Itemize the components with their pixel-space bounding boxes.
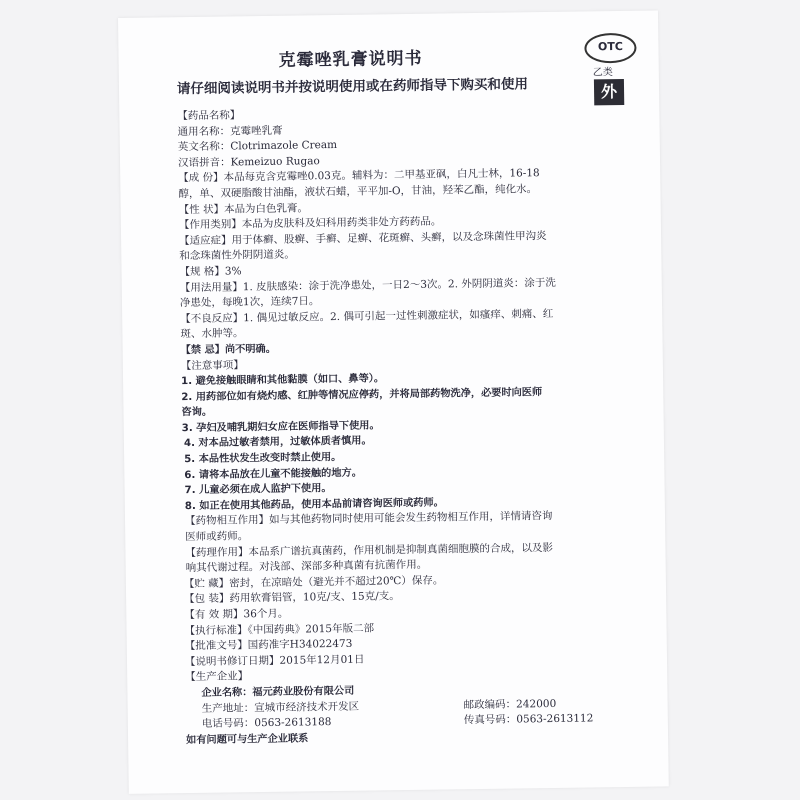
document-title: 克霉唑乳膏说明书 (278, 48, 423, 71)
caution-item: 8. 如正在使用其他药品，使用本品前请咨询医师或药师。 (184, 497, 444, 512)
interactions-line: 医师或药师。 (185, 530, 249, 544)
caution-item: 咨询。 (181, 407, 213, 419)
composition-line: 【成 份】本品每克含克霉唑0.03克。辅料为：二甲基亚砜，白凡士林，16-18 (178, 167, 540, 185)
storage: 【贮 藏】密封，在凉暗处（避光并不超过20℃）保存。 (183, 574, 444, 590)
phone: 电话号码：0563-2613188 (201, 716, 332, 731)
caution-item: 7. 儿童必须在成人监护下使用。 (184, 483, 332, 497)
caution-item: 4. 对本品过敏者禁用，过敏体质者慎用。 (183, 435, 372, 450)
document-subtitle: 请仔细阅读说明书并按说明使用或在药师指导下购买和使用 (176, 76, 529, 98)
postcode: 邮政编码：242000 (463, 697, 557, 711)
specification: 【规 格】3% (179, 265, 242, 279)
adverse-line: 【不良反应】1. 偶见过敏反应。2. 偶可引起一过性刺激症状，如瘙痒、刺痛、红 (180, 307, 554, 325)
adverse-line: 斑、水肿等。 (180, 327, 244, 341)
company-name: 企业名称：福元药业股份有限公司 (201, 685, 355, 699)
otc-category: 乙类 (592, 67, 613, 79)
pinyin-name: 汉语拼音：Kemeizuo Rugao (177, 154, 320, 169)
document-body (177, 103, 656, 749)
revision-date: 【说明书修订日期】2015年12月01日 (184, 653, 365, 668)
package: 【包 装】药用软膏铝管，10克/支、15克/支。 (184, 590, 400, 606)
section-manufacturer: 【生产企业】 (185, 670, 249, 684)
indications-line: 【适应症】用于体癣、股癣、手癣、足癣、花斑癣、头癣，以及念珠菌性甲沟炎 (179, 229, 547, 247)
caution-item: 6. 请将本品放在儿童不能接触的地方。 (184, 467, 362, 481)
section-cautions: 【注意事项】 (180, 358, 244, 372)
pharmacology-line: 【药理作用】本品系广谱抗真菌药，作用机制是抑制真菌细胞膜的合成，以及影 (185, 541, 554, 559)
caution-item: 2. 用药部位如有烧灼感、红肿等情况应停药，并将局部药物洗净，必要时向医师 (181, 386, 543, 403)
caution-item: 1. 避免接触眼睛和其他黏膜（如口、鼻等）。 (181, 373, 385, 388)
address: 生产地址：宣城市经济技术开发区 (201, 700, 360, 715)
pharmacology-line: 响其代谢过程。对浅部、深部多种真菌有抗菌作用。 (185, 558, 428, 575)
caution-item: 5. 本品性状发生改变时禁止使用。 (184, 451, 342, 466)
composition-line: 醇，单、双硬脂酸甘油酯，液状石蜡，平平加-O，甘油，羟苯乙酯，纯化水。 (178, 183, 538, 201)
dosage-line: 【用法用量】1. 皮肤感染：涂于洗净患处，一日2～3次。2. 外阴阴道炎：涂于洗 (179, 276, 556, 294)
generic-name: 通用名称：克霉唑乳膏 (177, 124, 283, 138)
otc-badge: OTC (584, 33, 636, 64)
external-use-badge: 外 (594, 79, 624, 105)
interactions-line: 【药物相互作用】如与其他药物同时使用可能会发生药物相互作用，详情请咨询 (184, 510, 553, 528)
contact-note: 如有问题可与生产企业联系 (186, 733, 309, 746)
approval-number: 【批准文号】国药准字H34022473 (184, 637, 353, 653)
fax: 传真号码：0563-2613112 (463, 712, 594, 727)
english-name: 英文名称：Clotrimazole Cream (177, 139, 338, 154)
contraindications: 【禁 忌】尚不明确。 (180, 343, 276, 357)
dosage-line: 净患处，每晚1次，连续7日。 (179, 295, 320, 310)
standard: 【执行标准】《中国药典》2015年版二部 (184, 622, 375, 637)
indications-line: 和念珠菌性外阴阴道炎。 (179, 248, 295, 263)
section-drug-name: 【药品名称】 (177, 109, 241, 123)
properties: 【性 状】本品为白色乳膏。 (178, 201, 309, 216)
category: 【作用类别】本品为皮肤科及妇科用药类非处方药药品。 (178, 215, 442, 232)
caution-item: 3. 孕妇及哺乳期妇女应在医师指导下使用。 (181, 420, 380, 435)
validity: 【有 效 期】36个月。 (184, 607, 289, 622)
instruction-sheet (118, 10, 669, 793)
